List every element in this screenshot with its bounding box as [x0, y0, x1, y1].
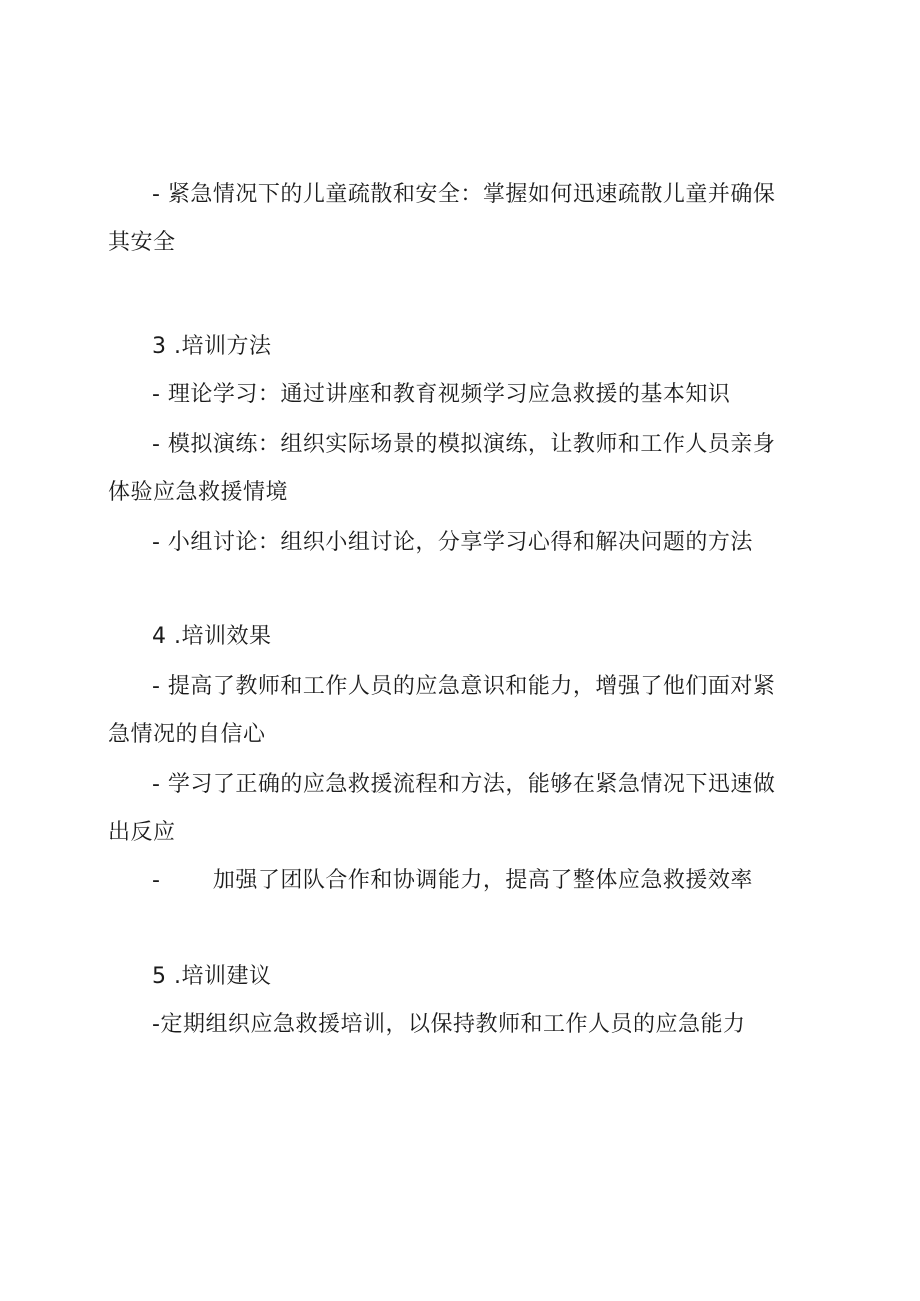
- bullet-evacuation-line-2: 其安全: [108, 230, 176, 255]
- bullet-simulation-drill-line-1: - 模拟演练：组织实际场景的模拟演练，让教师和工作人员亲身: [152, 432, 776, 457]
- bullet-regular-training: -定期组织应急救援培训，以保持教师和工作人员的应急能力: [152, 1012, 746, 1037]
- bullet-procedure-line-2: 出反应: [108, 820, 176, 845]
- bullet-theory-study: - 理论学习：通过讲座和教育视频学习应急救援的基本知识: [152, 382, 731, 407]
- section-heading-suggestions: 5 .培训建议: [152, 964, 272, 989]
- bullet-procedure-line-1: - 学习了正确的应急救援流程和方法，能够在紧急情况下迅速做: [152, 772, 776, 797]
- bullet-group-discussion: - 小组讨论：组织小组讨论，分享学习心得和解决问题的方法: [152, 530, 753, 555]
- bullet-teamwork: - 加强了团队合作和协调能力，提高了整体应急救援效率: [152, 868, 753, 893]
- bullet-simulation-drill-line-2: 体验应急救援情境: [108, 480, 289, 505]
- bullet-awareness-line-1: - 提高了教师和工作人员的应急意识和能力，增强了他们面对紧: [152, 674, 776, 699]
- section-heading-effects: 4 .培训效果: [152, 624, 272, 649]
- bullet-evacuation-line-1: - 紧急情况下的儿童疏散和安全：掌握如何迅速疏散儿童并确保: [152, 182, 776, 207]
- section-heading-methods: 3 .培训方法: [152, 334, 272, 359]
- bullet-awareness-line-2: 急情况的自信心: [108, 722, 266, 747]
